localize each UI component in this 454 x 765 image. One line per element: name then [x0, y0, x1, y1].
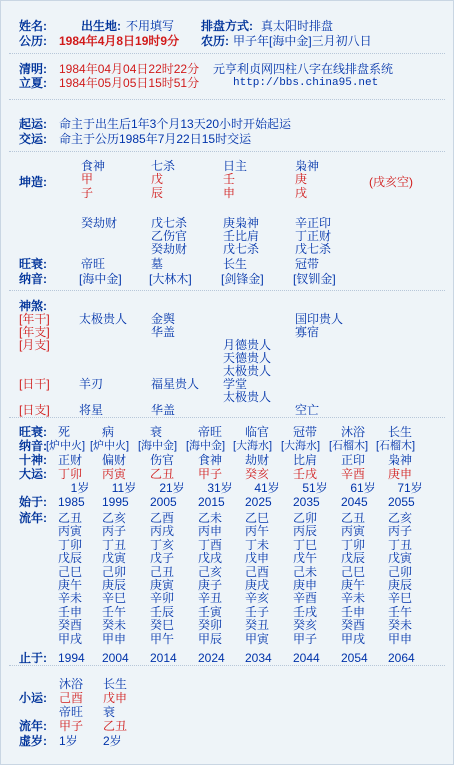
dayun-end-label: 止于:	[19, 651, 47, 665]
dayun-wangshuai: 沐浴	[341, 425, 366, 439]
pillars-label: 坤造:	[19, 175, 47, 189]
wangshuai-value: 帝旺	[81, 257, 106, 271]
dayun-wangshuai: 长生	[388, 425, 413, 439]
dayun-wangshuai-label: 旺衰:	[19, 425, 47, 439]
shensha-cell: 华盖	[151, 325, 176, 339]
shensha-cell: 学堂	[223, 377, 248, 391]
pillar-god: 枭神	[295, 159, 320, 173]
pillar-god: 七杀	[151, 159, 176, 173]
shensha-cell: 太极贵人	[79, 312, 128, 326]
name-label: 姓名:	[19, 19, 47, 33]
liunian-cell: 己亥	[198, 564, 223, 579]
shensha-cell: 太极贵人	[223, 390, 272, 404]
site-name: 元亨利贞网四柱八字在线排盘系统	[213, 62, 394, 76]
xiaoyun-wangshuai: 长生	[103, 677, 128, 691]
xiaoyun-liunian: 甲子	[59, 719, 84, 733]
qingming-label: 清明:	[19, 62, 47, 76]
divider	[9, 99, 445, 100]
liunian-cell: 庚申	[293, 578, 318, 592]
dayun-nayin: [海中金]	[138, 440, 178, 452]
dayun-end-year: 2034	[245, 651, 272, 665]
dayun-age: 11岁	[111, 481, 137, 495]
liunian-cell: 己巳	[58, 564, 83, 579]
liunian-cell: 乙亥	[102, 511, 127, 525]
liunian-cell: 戊寅	[102, 551, 127, 566]
liunian-cell: 戊午	[293, 551, 318, 566]
shensha-row-label: [年干]	[19, 312, 50, 326]
jiaoyun-label: 交运:	[19, 132, 47, 146]
dayun-age: 41岁	[254, 481, 280, 495]
liunian-cell: 乙巳	[245, 511, 270, 525]
pillar-stem: 甲	[81, 172, 94, 186]
nayin-label: 纳音:	[19, 272, 47, 286]
liunian-cell: 庚戌	[245, 578, 270, 592]
liunian-cell: 癸未	[388, 618, 413, 633]
liunian-cell: 丙子	[388, 524, 413, 539]
wangshuai-value: 长生	[223, 257, 248, 271]
birthplace-value: 不用填写	[126, 19, 175, 33]
liunian-cell: 甲戌	[58, 631, 83, 646]
liunian-cell: 壬戌	[293, 604, 318, 619]
liunian-cell: 丁亥	[150, 537, 175, 552]
liunian-cell: 壬辰	[150, 604, 175, 619]
nayin-value: [大林木]	[149, 272, 192, 286]
shensha-cell: 太极贵人	[223, 364, 272, 378]
liunian-cell: 己酉	[245, 564, 270, 579]
liunian-cell: 己卯	[102, 564, 127, 579]
xiaoyun-shishen: 衰	[103, 705, 116, 719]
dayun-wangshuai: 病	[102, 425, 115, 439]
liunian-cell: 己丑	[150, 564, 175, 579]
hidden-stem: 辛正印	[295, 216, 332, 230]
wangshuai-value: 冠带	[295, 257, 320, 271]
liunian-cell: 戊子	[150, 551, 175, 566]
dayun-end-year: 2004	[102, 651, 129, 665]
xiaoyun-wangshuai: 沐浴	[59, 677, 84, 691]
liunian-cell: 乙亥	[388, 511, 413, 525]
dayun-shishen-label: 十神:	[19, 453, 47, 467]
liunian-cell: 甲子	[293, 631, 318, 646]
liunian-cell: 甲辰	[198, 631, 223, 646]
xusui-value: 2岁	[103, 734, 122, 748]
dayun-pillar: 庚申	[388, 467, 413, 481]
liunian-cell: 癸巳	[150, 618, 175, 633]
liunian-cell: 癸酉	[341, 618, 366, 633]
dayun-nayin: [石榴木]	[376, 440, 416, 452]
dayun-pillar: 壬戌	[293, 467, 318, 481]
dayun-pillar: 丙寅	[102, 467, 127, 481]
liunian-cell: 丙子	[102, 524, 127, 539]
liunian-cell: 癸未	[102, 618, 127, 633]
pillar-branch: 戌	[295, 186, 308, 200]
divider	[9, 151, 445, 152]
liunian-cell: 壬寅	[198, 604, 223, 619]
dayun-start-year: 2045	[341, 495, 368, 509]
nayin-value: [剑锋金]	[221, 272, 264, 286]
dayun-end-year: 2054	[341, 651, 368, 665]
dayun-shishen: 比肩	[293, 453, 318, 467]
dayun-start-year: 2055	[388, 495, 415, 509]
site-url-link[interactable]: http://bbs.china95.net	[233, 77, 379, 89]
liunian-cell: 甲申	[388, 631, 413, 646]
xiaoyun-liunian-label: 流年:	[19, 719, 47, 733]
liunian-cell: 庚午	[341, 578, 366, 592]
liunian-cell: 丙午	[245, 524, 270, 539]
lixia-value: 1984年05月05日15时51分	[59, 76, 200, 90]
dayun-end-year: 2014	[150, 651, 177, 665]
liunian-cell: 戊戌	[198, 551, 223, 566]
hidden-stem: 乙伤官	[151, 229, 188, 243]
dayun-shishen: 劫财	[245, 453, 270, 467]
liunian-cell: 戊辰	[341, 551, 366, 566]
dayun-start-year: 2025	[245, 495, 272, 509]
liunian-cell: 戊辰	[58, 551, 83, 566]
lixia-label: 立夏:	[19, 76, 47, 90]
liunian-cell: 甲寅	[245, 631, 270, 646]
wangshuai-label: 旺衰:	[19, 257, 47, 271]
dayun-shishen: 枭神	[388, 453, 413, 467]
dayun-start-label: 始于:	[19, 495, 47, 509]
liunian-cell: 壬午	[102, 604, 127, 619]
shensha-row-label: [日干]	[19, 377, 50, 391]
qiyun-label: 起运:	[19, 117, 47, 131]
dayun-nayin: [炉中火]	[46, 440, 86, 452]
birthplace-label: 出生地:	[81, 19, 121, 33]
jiaoyun-value: 命主于公历1985年7月22日15时交运	[59, 132, 252, 146]
dayun-nayin: [炉中火]	[90, 440, 130, 452]
divider	[9, 53, 445, 54]
dayun-age: 51岁	[302, 481, 328, 495]
liunian-cell: 丙辰	[293, 524, 318, 539]
xiaoyun-value: 己酉	[59, 691, 84, 705]
liunian-cell: 辛卯	[150, 591, 175, 606]
xusui-value: 1岁	[59, 734, 78, 748]
wangshuai-value: 墓	[151, 257, 164, 271]
qingming-value: 1984年04月04日22时22分	[59, 62, 200, 76]
dayun-pillar: 癸亥	[245, 467, 270, 481]
dayun-shishen: 食神	[198, 453, 223, 467]
dayun-pillar: 丁卯	[58, 467, 83, 481]
hidden-stem: 戊七杀	[223, 242, 260, 256]
xiaoyun-shishen: 帝旺	[59, 705, 84, 719]
liunian-cell: 己卯	[388, 564, 413, 579]
dayun-nayin-label: 纳音:	[19, 439, 47, 453]
dayun-nayin: [大海水]	[281, 440, 321, 452]
dayun-start-year: 2005	[150, 495, 177, 509]
liunian-cell: 乙丑	[58, 511, 83, 525]
dayun-shishen: 正印	[341, 453, 366, 467]
void-indicator: (戌亥空)	[369, 175, 413, 189]
dayun-nayin: [大海水]	[233, 440, 273, 452]
hidden-stem: 戊七杀	[295, 242, 332, 256]
method-value: 真太阳时排盘	[261, 19, 334, 33]
dayun-shishen: 偏财	[102, 453, 127, 467]
liunian-cell: 癸酉	[58, 618, 83, 633]
dayun-label: 大运:	[19, 467, 47, 481]
hidden-stem: 丁正财	[295, 229, 332, 243]
xiaoyun-liunian: 乙丑	[103, 719, 128, 733]
hidden-stem: 庚枭神	[223, 216, 260, 230]
shensha-row-label: [日支]	[19, 403, 50, 417]
dayun-end-year: 1994	[58, 651, 85, 665]
dayun-start-year: 1995	[102, 495, 129, 509]
liunian-cell: 戊申	[245, 551, 270, 566]
dayun-age: 71岁	[397, 481, 423, 495]
liunian-cell: 甲戌	[341, 631, 366, 646]
pillar-stem: 壬	[223, 172, 236, 186]
dayun-end-year: 2044	[293, 651, 320, 665]
pillar-stem: 庚	[295, 172, 308, 186]
liunian-cell: 丙寅	[58, 524, 83, 539]
pillar-stem: 戊	[151, 172, 164, 186]
liunian-cell: 丙戌	[150, 524, 175, 539]
dayun-age: 21岁	[159, 481, 185, 495]
liunian-cell: 乙丑	[341, 511, 366, 525]
dayun-age: 31岁	[207, 481, 233, 495]
lunar-value: 甲子年[海中金]三月初八日	[233, 34, 372, 48]
liunian-cell: 丁巳	[293, 537, 318, 552]
dayun-end-year: 2024	[198, 651, 225, 665]
pillar-branch: 辰	[151, 186, 164, 200]
shensha-cell: 金舆	[151, 312, 176, 326]
liunian-cell: 甲申	[102, 631, 127, 646]
liunian-cell: 丙寅	[341, 524, 366, 539]
dayun-age: 1岁	[70, 481, 90, 495]
dayun-wangshuai: 冠带	[293, 425, 318, 439]
liunian-cell: 辛未	[58, 591, 83, 606]
liunian-cell: 辛巳	[388, 591, 413, 606]
dayun-nayin: [海中金]	[186, 440, 226, 452]
liunian-cell: 己巳	[341, 564, 366, 579]
liunian-cell: 丙申	[198, 524, 223, 539]
liunian-cell: 辛巳	[102, 591, 127, 606]
liunian-cell: 癸亥	[293, 618, 318, 633]
hidden-stem: 戊七杀	[151, 216, 188, 230]
xusui-label: 虚岁:	[19, 734, 47, 748]
solar-label: 公历:	[19, 34, 47, 48]
liunian-cell: 辛亥	[245, 591, 270, 606]
dayun-wangshuai: 帝旺	[198, 425, 223, 439]
liunian-cell: 辛未	[341, 591, 366, 606]
liunian-cell: 丁卯	[58, 537, 83, 552]
shensha-cell: 羊刃	[79, 377, 104, 391]
liunian-cell: 乙卯	[293, 511, 318, 525]
dayun-wangshuai: 死	[58, 425, 71, 439]
shensha-cell: 空亡	[295, 403, 320, 417]
liunian-cell: 辛丑	[198, 591, 223, 606]
liunian-cell: 癸丑	[245, 618, 270, 633]
liunian-cell: 丁丑	[388, 537, 413, 552]
dayun-wangshuai: 临官	[245, 425, 270, 439]
shensha-title: 神煞:	[19, 299, 47, 313]
divider	[9, 290, 445, 291]
solar-value: 1984年4月8日19时9分	[59, 34, 180, 48]
shensha-cell: 华盖	[151, 403, 176, 417]
liunian-cell: 丁丑	[102, 537, 127, 552]
method-label: 排盘方式:	[201, 19, 253, 33]
liunian-cell: 癸卯	[198, 618, 223, 633]
liunian-cell: 庚辰	[388, 578, 413, 592]
liunian-cell: 庚寅	[150, 578, 175, 592]
liunian-cell: 辛酉	[293, 591, 318, 606]
divider	[9, 665, 445, 666]
liunian-cell: 丁未	[245, 537, 270, 552]
xiaoyun-value: 戊申	[103, 691, 128, 705]
dayun-start-year: 1985	[58, 495, 85, 509]
liunian-cell: 乙酉	[150, 511, 175, 525]
divider	[9, 417, 445, 418]
dayun-start-year: 2015	[198, 495, 225, 509]
pillar-branch: 申	[223, 186, 236, 200]
pillar-branch: 子	[81, 186, 94, 200]
qiyun-value: 命主于出生后1年3个月13天20小时开始起运	[59, 117, 292, 131]
dayun-end-year: 2064	[388, 651, 415, 665]
shensha-cell: 寡宿	[295, 325, 320, 339]
liunian-cell: 壬子	[245, 604, 270, 619]
liunian-cell: 乙未	[198, 511, 223, 525]
liunian-cell: 壬午	[388, 604, 413, 619]
liunian-label: 流年:	[19, 511, 47, 525]
liunian-cell: 庚辰	[102, 578, 127, 592]
shensha-row-label: [月支]	[19, 338, 50, 352]
liunian-cell: 丁卯	[341, 537, 366, 552]
shensha-cell: 将星	[79, 403, 104, 417]
dayun-shishen: 正财	[58, 453, 83, 467]
hidden-stem: 壬比肩	[223, 229, 260, 243]
liunian-cell: 壬申	[58, 604, 83, 619]
nayin-value: [钗钏金]	[293, 272, 336, 286]
hidden-stem: 癸劫财	[151, 242, 188, 256]
liunian-cell: 甲午	[150, 631, 175, 646]
dayun-age: 61岁	[350, 481, 376, 495]
xiaoyun-label: 小运:	[19, 691, 47, 705]
shensha-cell: 天德贵人	[223, 351, 272, 365]
dayun-wangshuai: 衰	[150, 425, 163, 439]
lunar-label: 农历:	[201, 34, 229, 48]
liunian-cell: 戊寅	[388, 551, 413, 566]
dayun-nayin: [石榴木]	[329, 440, 369, 452]
liunian-cell: 庚子	[198, 578, 223, 592]
liunian-cell: 丁酉	[198, 537, 223, 552]
dayun-pillar: 辛酉	[341, 467, 366, 481]
nayin-value: [海中金]	[79, 272, 122, 286]
pillar-god: 日主	[223, 159, 248, 173]
dayun-start-year: 2035	[293, 495, 320, 509]
dayun-shishen: 伤官	[150, 453, 175, 467]
liunian-cell: 庚午	[58, 578, 83, 592]
dayun-pillar: 甲子	[198, 467, 223, 481]
shensha-cell: 月德贵人	[223, 338, 272, 352]
liunian-cell: 己未	[293, 564, 318, 579]
pillar-god: 食神	[81, 159, 106, 173]
shensha-cell: 福星贵人	[151, 377, 200, 391]
shensha-row-label: [年支]	[19, 325, 50, 339]
liunian-cell: 壬申	[341, 604, 366, 619]
dayun-pillar: 乙丑	[150, 467, 175, 481]
hidden-stem: 癸劫财	[81, 216, 118, 230]
shensha-cell: 国印贵人	[295, 312, 344, 326]
